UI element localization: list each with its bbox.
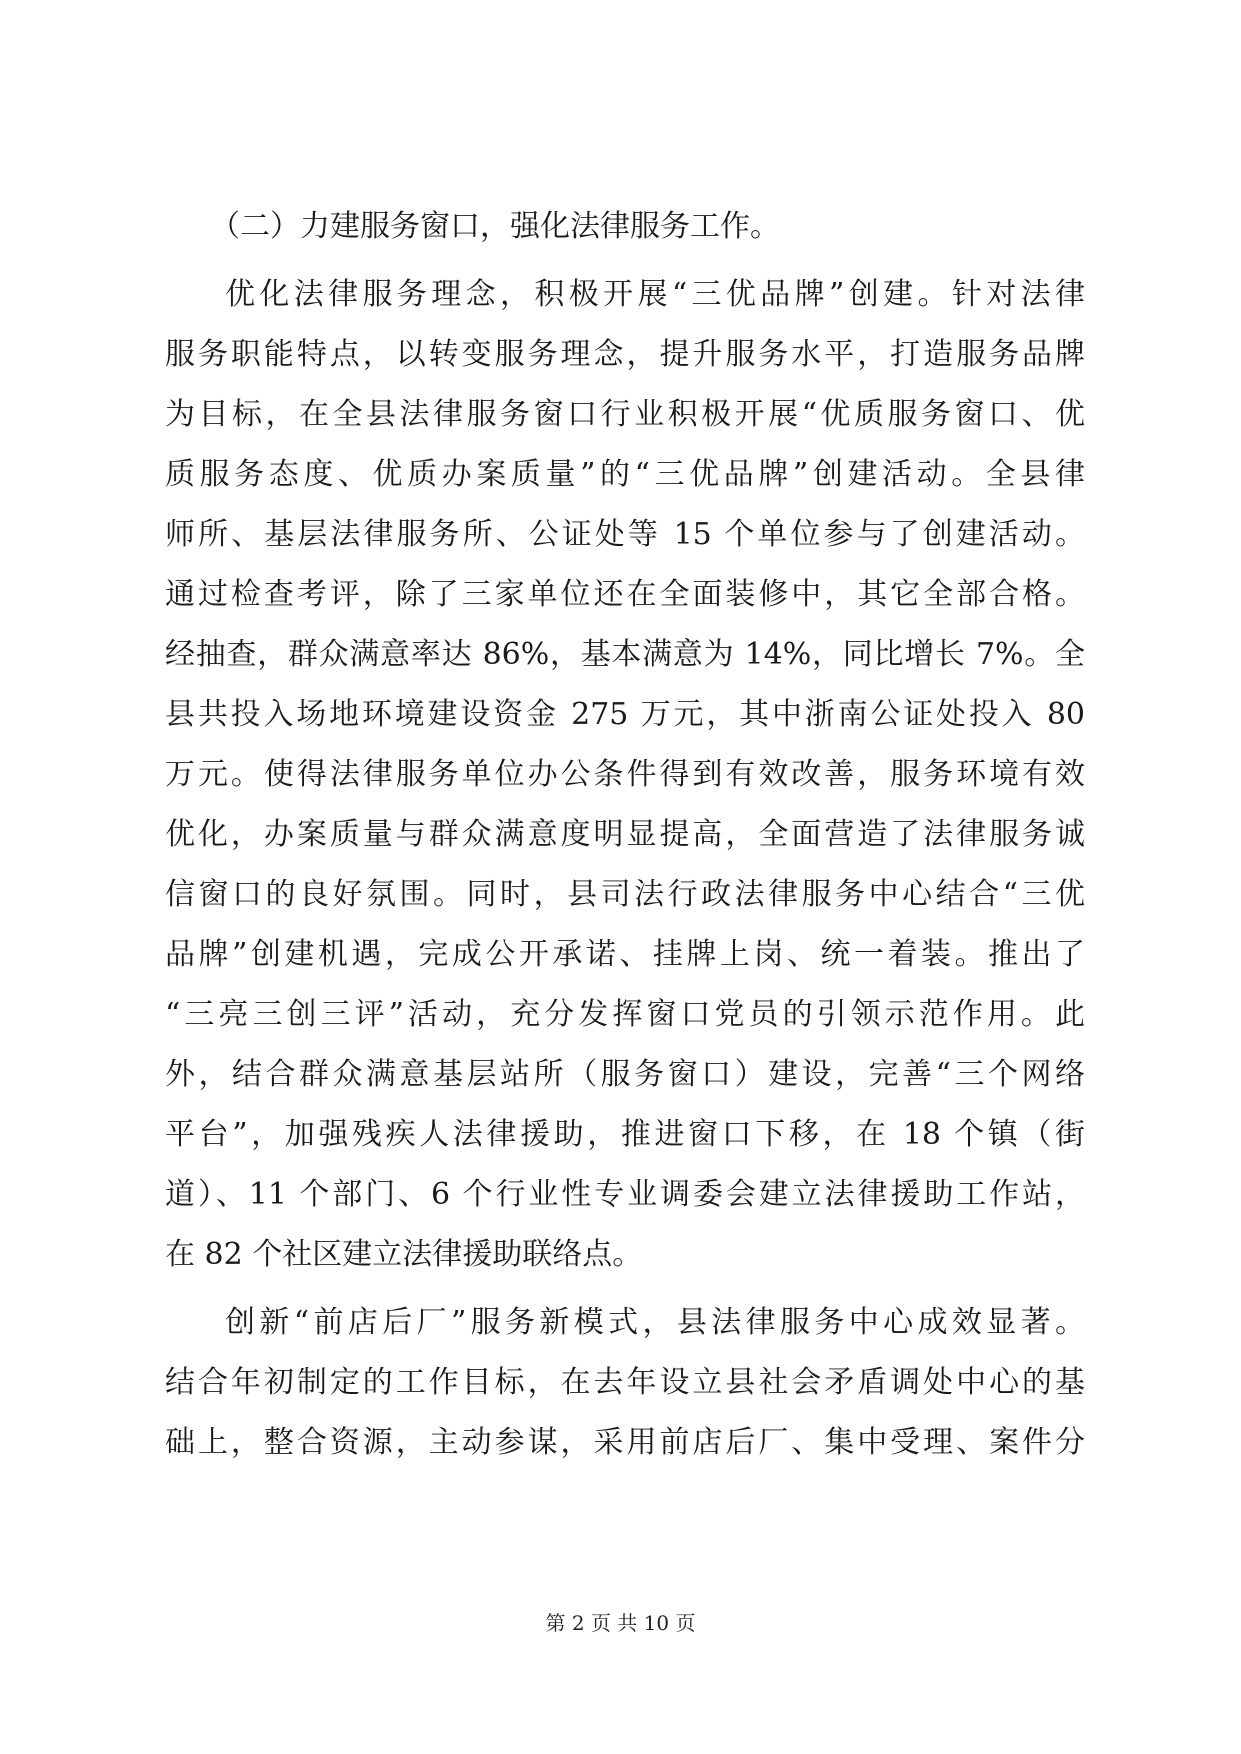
paragraph-front-store-back-factory — [165, 1293, 1085, 1473]
paragraph-line: 品牌”创建机遇，完成公开承诺、挂牌上岗、统一着装。推出了 — [165, 937, 1085, 972]
paragraph-line: 服务职能特点，以转变服务理念，提升服务水平，打造服务品牌 — [165, 337, 1085, 372]
paragraph-line-last: 在 82 个社区建立法律援助联络点。 — [165, 1237, 643, 1272]
paragraph-line: 信窗口的良好氛围。同时，县司法行政法律服务中心结合“三优 — [165, 877, 1085, 912]
paragraph-line: 道）、11 个部门、6 个行业性专业调委会建立法律援助工作站， — [165, 1177, 1085, 1212]
paragraph-line: 经抽查，群众满意率达 86%，基本满意为 14%，同比增长 7%。全 — [165, 637, 1085, 672]
paragraph-line: 万元。使得法律服务单位办公条件得到有效改善，服务环境有效 — [165, 757, 1085, 792]
paragraph-line: 础上，整合资源，主动参谋，采用前店后厂、集中受理、案件分 — [165, 1425, 1085, 1460]
paragraph-line: 质服务态度、优质办案质量”的“三优品牌”创建活动。全县律 — [165, 457, 1085, 492]
paragraph-line: 师所、基层法律服务所、公证处等 15 个单位参与了创建活动。 — [165, 517, 1085, 552]
paragraph-legal-service-brand — [165, 265, 1085, 1285]
paragraph-line: 优化法律服务理念，积极开展“三优品牌”创建。针对法律 — [225, 277, 1085, 312]
paragraph-line: 结合年初制定的工作目标，在去年设立县社会矛盾调处中心的基 — [165, 1365, 1085, 1400]
document-body — [165, 197, 1085, 1473]
page-number: 第 2 页 共 10 页 — [545, 1611, 696, 1635]
paragraph-line: “三亮三创三评”活动，充分发挥窗口党员的引领示范作用。此 — [165, 997, 1085, 1032]
paragraph-line: 通过检查考评，除了三家单位还在全面装修中，其它全部合格。 — [165, 577, 1085, 612]
paragraph-line: 为目标，在全县法律服务窗口行业积极开展“优质服务窗口、优 — [165, 397, 1085, 432]
paragraph-line: 优化，办案质量与群众满意度明显提高，全面营造了法律服务诚 — [165, 817, 1085, 852]
paragraph-line: 县共投入场地环境建设资金 275 万元，其中浙南公证处投入 80 — [165, 697, 1085, 732]
paragraph-line: 创新“前店后厂”服务新模式，县法律服务中心成效显著。 — [225, 1305, 1085, 1340]
page-footer — [0, 1608, 1241, 1638]
paragraph-line: 外，结合群众满意基层站所（服务窗口）建设，完善“三个网络 — [165, 1057, 1085, 1092]
section-heading: （二）力建服务窗口，强化法律服务工作。 — [210, 209, 780, 244]
paragraph-line: 平台”，加强残疾人法律援助，推进窗口下移，在 18 个镇（街 — [165, 1117, 1085, 1152]
